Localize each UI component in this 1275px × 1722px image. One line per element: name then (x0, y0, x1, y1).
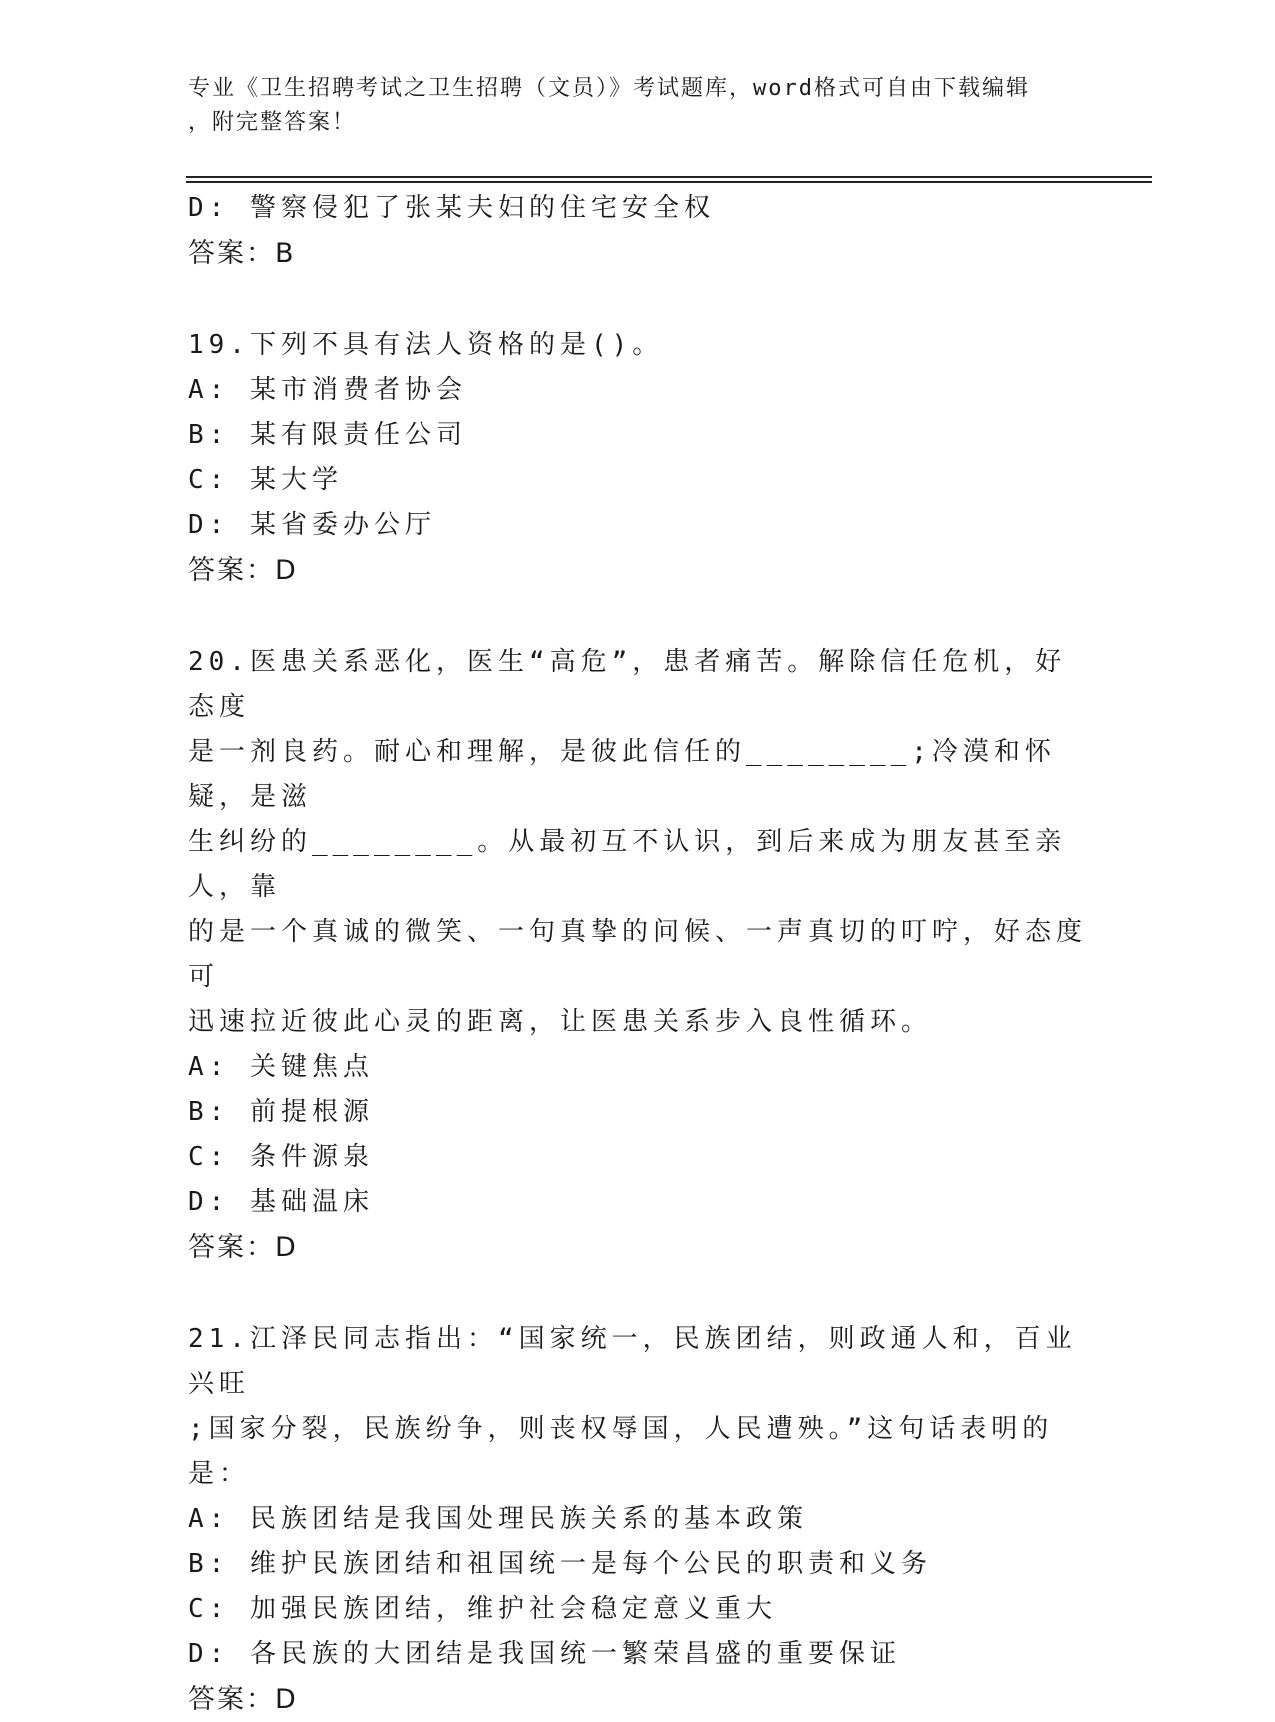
answer-line: 答案：D (188, 1684, 298, 1715)
question-stem-line: 20.医患关系恶化，医生“高危”，患者痛苦。解除信任危机，好态度 (188, 647, 1067, 722)
option-b: B: 某有限责任公司 (188, 420, 467, 450)
question-20 (188, 640, 1088, 1270)
question-stem-line: 生纠纷的________。从最初互不认识，到后来成为朋友甚至亲人，靠 (188, 827, 1067, 902)
answer-line: 答案：B (188, 238, 296, 269)
question-stem-line: 21.江泽民同志指出：“国家统一，民族团结，则政通人和，百业兴旺 (188, 1324, 1077, 1399)
answer-line: 答案：D (188, 555, 298, 586)
header-divider-top (186, 176, 1152, 178)
question-stem-line: 迅速拉近彼此心灵的距离，让医患关系步入良性循环。 (188, 1007, 933, 1037)
option-a: A: 某市消费者协会 (188, 375, 467, 405)
spacer (188, 1270, 1088, 1317)
option-b: B: 维护民族团结和祖国统一是每个公民的职责和义务 (188, 1549, 932, 1579)
option-d: D: 基础温床 (188, 1187, 374, 1217)
spacer (188, 276, 1088, 323)
option-a: A: 关键焦点 (188, 1052, 374, 1082)
question-content (188, 186, 1088, 1722)
option-b: B: 前提根源 (188, 1097, 374, 1127)
option-d: D: 各民族的大团结是我国统一繁荣昌盛的重要保证 (188, 1639, 901, 1669)
spacer (188, 593, 1088, 640)
carryover-block (188, 186, 1088, 276)
question-stem-line: 的是一个真诚的微笑、一句真挚的问候、一声真切的叮咛，好态度可 (188, 917, 1088, 992)
option-c: C: 条件源泉 (188, 1142, 374, 1172)
question-21 (188, 1317, 1088, 1722)
option-a: A: 民族团结是我国处理民族关系的基本政策 (188, 1504, 808, 1534)
header-line-2: ，附完整答案！ (188, 110, 357, 135)
question-19 (188, 323, 1088, 593)
question-stem-line: ;国家分裂，民族纷争，则丧权辱国，人民遭殃。”这句话表明的是： (188, 1414, 1054, 1489)
option-c: C: 某大学 (188, 465, 343, 495)
option-c: C: 加强民族团结，维护社会稳定意义重大 (188, 1594, 777, 1624)
answer-line: 答案：D (188, 1232, 298, 1263)
header-line-1: 专业《卫生招聘考试之卫生招聘（文员）》考试题库，word格式可自由下载编辑 (188, 76, 1030, 101)
option-d: D: 警察侵犯了张某夫妇的住宅安全权 (188, 193, 715, 223)
question-stem-line: 是一剂良药。耐心和理解，是彼此信任的________;冷漠和怀疑，是滋 (188, 737, 1056, 812)
header-divider-bottom (186, 181, 1152, 183)
option-d: D: 某省委办公厅 (188, 510, 436, 540)
document-header (188, 72, 1068, 140)
question-stem: 19.下列不具有法人资格的是()。 (188, 330, 664, 360)
